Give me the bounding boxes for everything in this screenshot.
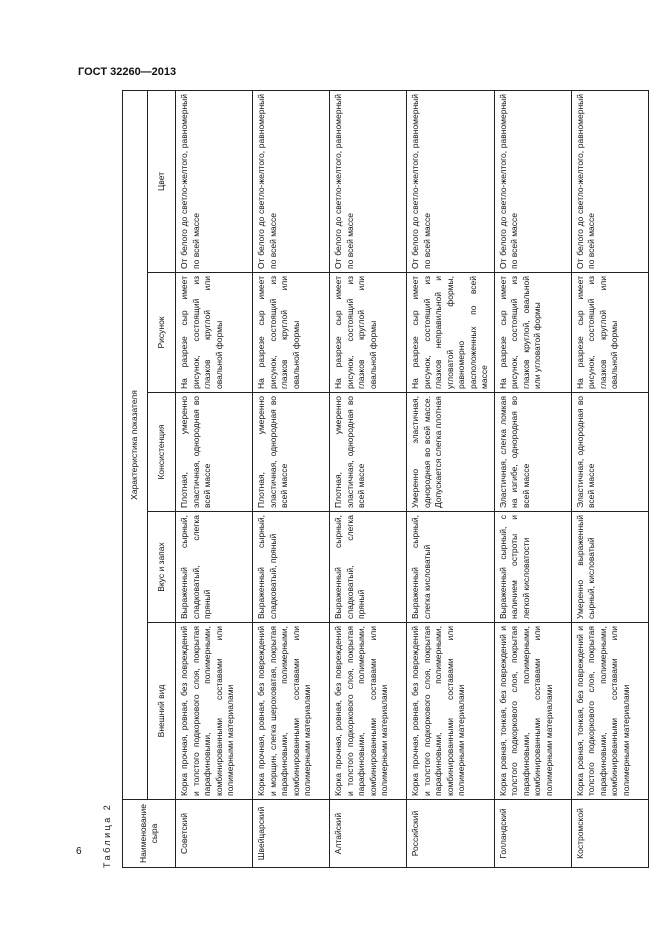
cell-taste: Выраженный сырный, с наличием остроты и легкой кисловатости [494,512,571,623]
cell-color: От белого до светло-желтого, равномерный по всей массе [571,90,648,272]
cell-appearance: Корка прочная, ровная, без повреждений и морщин, слегка шероховатая, покрытая парафиновыми, полимерными, комбинированными составами или полимерными материалами [253,623,330,800]
cell-consistency: Плотная, умеренно эластичная, однородная во всей массе [330,393,407,512]
rotated-table-block [92,91,631,868]
header-name: Наименование сыра [123,800,176,868]
table-row [407,90,495,867]
table-caption: Таблица 2 [102,802,112,868]
cell-taste: Выраженный сырный, слегка кисловатый [407,512,495,623]
cell-pattern: На разрезе сыр имеет рисунок, состоящий из глазков неправильной и угловатой формы, равномерно расположенных по всей массе [407,273,495,393]
cell-appearance: Корка прочная, ровная, без повреждений и толстого подкоркового слоя, покрытая парафиновыми, полимерными, комбинированными составами или полимерными материалами [176,623,253,800]
table-row [494,90,571,867]
document-title: ГОСТ 32260—2013 [78,66,177,78]
header-appearance: Внешний вид [148,623,176,800]
header-group: Характеристика показателя [123,90,148,799]
cell-pattern: На разрезе сыр имеет рисунок, состоящий из глазков круглой или овальной формы [176,273,253,393]
cell-taste: Выраженный сырный, сладковатый, слегка пряный [176,512,253,623]
cell-appearance: Корка ровная, тонкая, без повреждений и толстого подкоркового слоя, покрытая парафиновыми, полимерными, комбинированными составами или полимерными материалами [494,623,571,800]
cell-name: Алтайский [330,800,407,868]
cell-consistency: Эластичная, слегка ломкая на изгибе, однородная во всей массе [494,393,571,512]
cell-color: От белого до светло-желтого, равномерный по всей массе [407,90,495,272]
cell-name: Советский [176,800,253,868]
cell-color: От белого до светло-желтого, равномерный по всей массе [176,90,253,272]
header-taste: Вкус и запах [148,512,176,623]
cell-taste: Выраженный сырный, сладковатый, слегка пряный [330,512,407,623]
cheese-characteristics-table [122,90,649,868]
cell-consistency: Эластичная, однородная во всей массе [571,393,648,512]
cell-appearance: Корка прочная, ровная, без повреждений и толстого подкоркового слоя, покрытая парафиновыми, полимерными, комбинированными составами или полимерными материалами [407,623,495,800]
page-number: 6 [76,846,82,857]
table-row [571,90,648,867]
cell-color: От белого до светло-желтого, равномерный по всей массе [253,90,330,272]
cell-consistency: Плотная, умеренно эластичная, однородная во всей массе [253,393,330,512]
table-row [176,90,253,867]
cell-name: Голландский [494,800,571,868]
cell-name: Костромской [571,800,648,868]
cell-name: Российский [407,800,495,868]
cell-taste: Выраженный сырный, сладковатый, пряный [253,512,330,623]
header-pattern: Рисунок [148,273,176,393]
cell-color: От белого до светло-желтого, равномерный по всей массе [330,90,407,272]
cell-pattern: На разрезе сыр имеет рисунок, состоящий из глазков круглой или овальной формы [330,273,407,393]
cell-consistency: Плотная, умеренно эластичная, однородная во всей массе [176,393,253,512]
cell-appearance: Корка прочная, ровная, без повреждений и толстого подкоркового слоя, покрытая парафиновыми, полимерными, комбинированными составами или полимерными материалами [330,623,407,800]
table-body [176,90,649,867]
cell-taste: Умеренно выраженный сырный, кисловатый [571,512,648,623]
cell-appearance: Корка ровная, тонкая, без повреждений и толстого подкоркового слоя, покрытая парафиновыми, полимерными, комбинированными составами или полимерными материалами [571,623,648,800]
cell-pattern: На разрезе сыр имеет рисунок, состоящий из глазков круглой или овальной формы [571,273,648,393]
table-row [330,90,407,867]
table-row [253,90,330,867]
cell-pattern: На разрезе сыр имеет рисунок, состоящий из глазков круглой или овальной формы [253,273,330,393]
cell-pattern: На разрезе сыр имеет рисунок, состоящий из глазков круглой, овальной или угловатой формы [494,273,571,393]
header-consistency: Консистенция [148,393,176,512]
cell-consistency: Умеренно эластичная, однородная во всей массе. Допускается слегка плотная [407,393,495,512]
header-color: Цвет [148,90,176,272]
cell-color: От белого до светло-желтого, равномерный по всей массе [494,90,571,272]
cell-name: Швейцарский [253,800,330,868]
